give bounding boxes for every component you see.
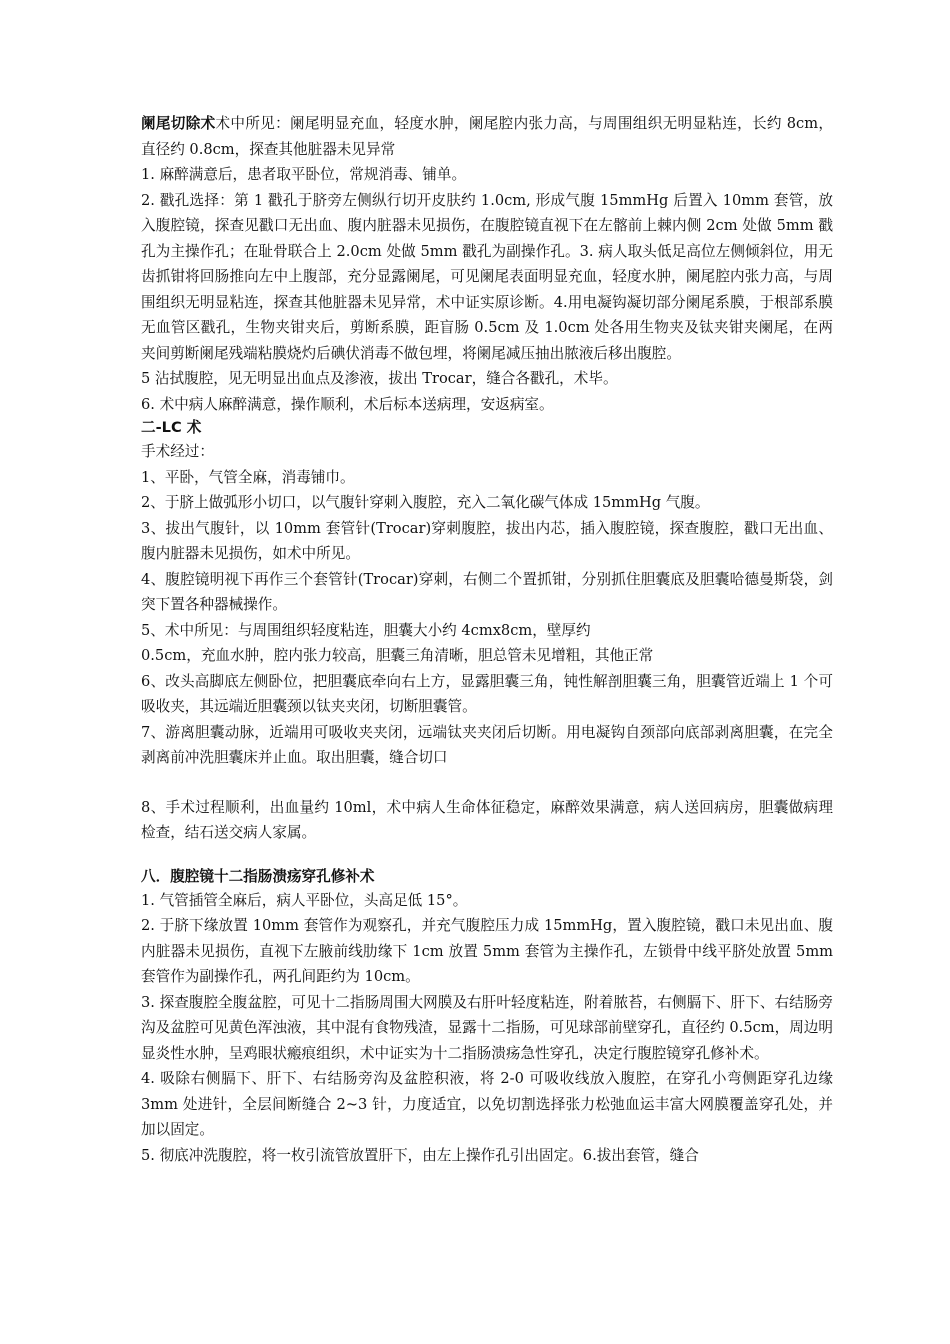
appendectomy-findings: 术中所见：阑尾明显充血，轻度水肿，阑尾腔内张力高，与周围组织无明显粘连，长约 8cm，直径约 0.8cm，探查其他脏器未见异常 <box>141 115 833 158</box>
duodenal-step: 1. 气管插管全麻后，病人平卧位，头高足低 15°。 <box>141 891 468 909</box>
document-page <box>141 111 833 1168</box>
appendectomy-step-6: 6. 术中病人麻醉满意，操作顺利，术后标本送病理，安返病室。 <box>141 395 554 413</box>
duodenal-step: 2. 于脐下缘放置 10mm 套管作为观察孔，并充气腹腔压力成 15mmHg，置入腹腔镜，戳口未见出血、腹内脏器未见损伤，直视下左腋前线肋缘下 1cm 放置 5mm 套管为主操作孔，左锁骨中线平脐处放置 5mm 套管作为副操作孔，两孔间距约为 10cm。 <box>141 917 833 985</box>
duodenal-step: 5. 彻底冲洗腹腔，将一枚引流管放置肝下，由左上操作孔引出固定。6.拔出套管，缝合 <box>141 1146 699 1164</box>
duodenal-repair-title: 八．腹腔镜十二指肠溃疡穿孔修补术 <box>141 867 375 885</box>
lc-step: 3、拔出气腹针，以 10mm 套管针(Trocar)穿刺腹腔，拔出内芯，插入腹腔镜，探查腹腔，戳口无出血、腹内脏器未见损伤，如术中所见。 <box>141 519 833 562</box>
lc-step: 1、平卧，气管全麻，消毒铺巾。 <box>141 468 355 486</box>
lc-step: 4、腹腔镜明视下再作三个套管针(Trocar)穿刺，右侧二个置抓钳，分别抓住胆囊底及胆囊哈德曼斯袋，剑突下置各种器械操作。 <box>141 570 833 613</box>
appendectomy-title: 阑尾切除术 <box>141 115 216 132</box>
lc-step-8: 8、手术过程顺利，出血量约 10ml，术中病人生命体征稳定，麻醉效果满意，病人送回病房，胆囊做病理检查，结石送交病人家属。 <box>141 798 833 841</box>
blank-line <box>141 771 833 795</box>
duodenal-step: 3. 探查腹腔全腹盆腔，可见十二指肠周围大网膜及右肝叶轻度粘连，附着脓苔，右侧膈下、肝下、右结肠旁沟及盆腔可见黄色浑浊液，其中混有食物残渣，显露十二指肠，可见球部前壁穿孔，直径约 0.5cm，周边明显炎性水肿，呈鸡眼状瘢痕组织，术中证实为十二指肠溃疡急性穿孔，决定行腹腔镜穿孔修补术。 <box>141 993 833 1062</box>
duodenal-step: 4. 吸除右侧膈下、肝下、右结肠旁沟及盆腔积液，将 2-0 可吸收线放入腹腔，在穿孔小弯侧距穿孔边缘 3mm 处进针，全层间断缝合 2~3 针，力度适宜，以免切割选择张力松弛血运丰富大网膜覆盖穿孔处，并加以固定。 <box>141 1070 833 1138</box>
appendectomy-step-1: 1. 麻醉满意后，患者取平卧位，常规消毒、铺单。 <box>141 166 467 183</box>
appendectomy-step-2: 2. 戳孔选择：第 1 戳孔于脐旁左侧纵行切开皮肤约 1.0cm, 形成气腹 15mmHg 后置入 10mm 套管，放入腹腔镜，探查见戳口无出血、腹内脏器未见损伤，在腹腔镜直视下在左髂前上棘内侧 2cm 处做 5mm 戳孔为主操作孔；在耻骨联合上 2.0cm 处做 5mm 戳孔为副操作孔。3. 病人取头低足高位左侧倾斜位，用无齿抓钳将回肠推向左中上腹部，充分显露阑尾，可见阑尾表面明显充血，轻度水肿，阑尾腔内张力高，与周围组织无明显粘连，探查其他脏器未见异常，术中证实原诊断。4.用电凝钩凝切部分阑尾系膜，于根部系膜无血管区戳孔，生物夹钳夹后，剪断系膜，距盲肠 0.5cm 及 1.0cm 处各用生物夹及钛夹钳夹阑尾，在两夹间剪断阑尾残端粘膜烧灼后碘伏消毒不做包埋，将阑尾减压抽出脓液后移出腹腔。 <box>141 191 833 362</box>
lc-step: 2、于脐上做弧形小切口，以气腹针穿刺入腹腔，充入二氧化碳气体成 15mmHg 气腹。 <box>141 494 710 511</box>
appendectomy-step-5: 5 沾拭腹腔，见无明显出血点及渗液，拔出 Trocar，缝合各戳孔，术毕。 <box>141 370 618 387</box>
lc-step: 5、术中所见：与周围组织轻度粘连，胆囊大小约 4cmx8cm，壁厚约 <box>141 621 591 639</box>
lc-title: 二-LC 术 <box>141 419 202 436</box>
lc-step: 7、游离胆囊动脉，近端用可吸收夹夹闭，远端钛夹夹闭后切断。用电凝钩自颈部向底部剥离胆囊，在完全剥离前冲洗胆囊床并止血。取出胆囊，缝合切口 <box>141 723 833 766</box>
appendectomy-intro <box>141 111 833 162</box>
lc-step: 6、改头高脚底左侧卧位，把胆囊底牵向右上方，显露胆囊三角，钝性解剖胆囊三角，胆囊管近端上 1 个可吸收夹，其远端近胆囊颈以钛夹夹闭，切断胆囊管。 <box>141 672 833 715</box>
blank-line <box>141 846 833 866</box>
lc-step: 0.5cm，充血水肿，腔内张力较高，胆囊三角清晰，胆总管未见增粗，其他正常 <box>141 647 654 664</box>
lc-subtitle: 手术经过： <box>141 443 214 460</box>
